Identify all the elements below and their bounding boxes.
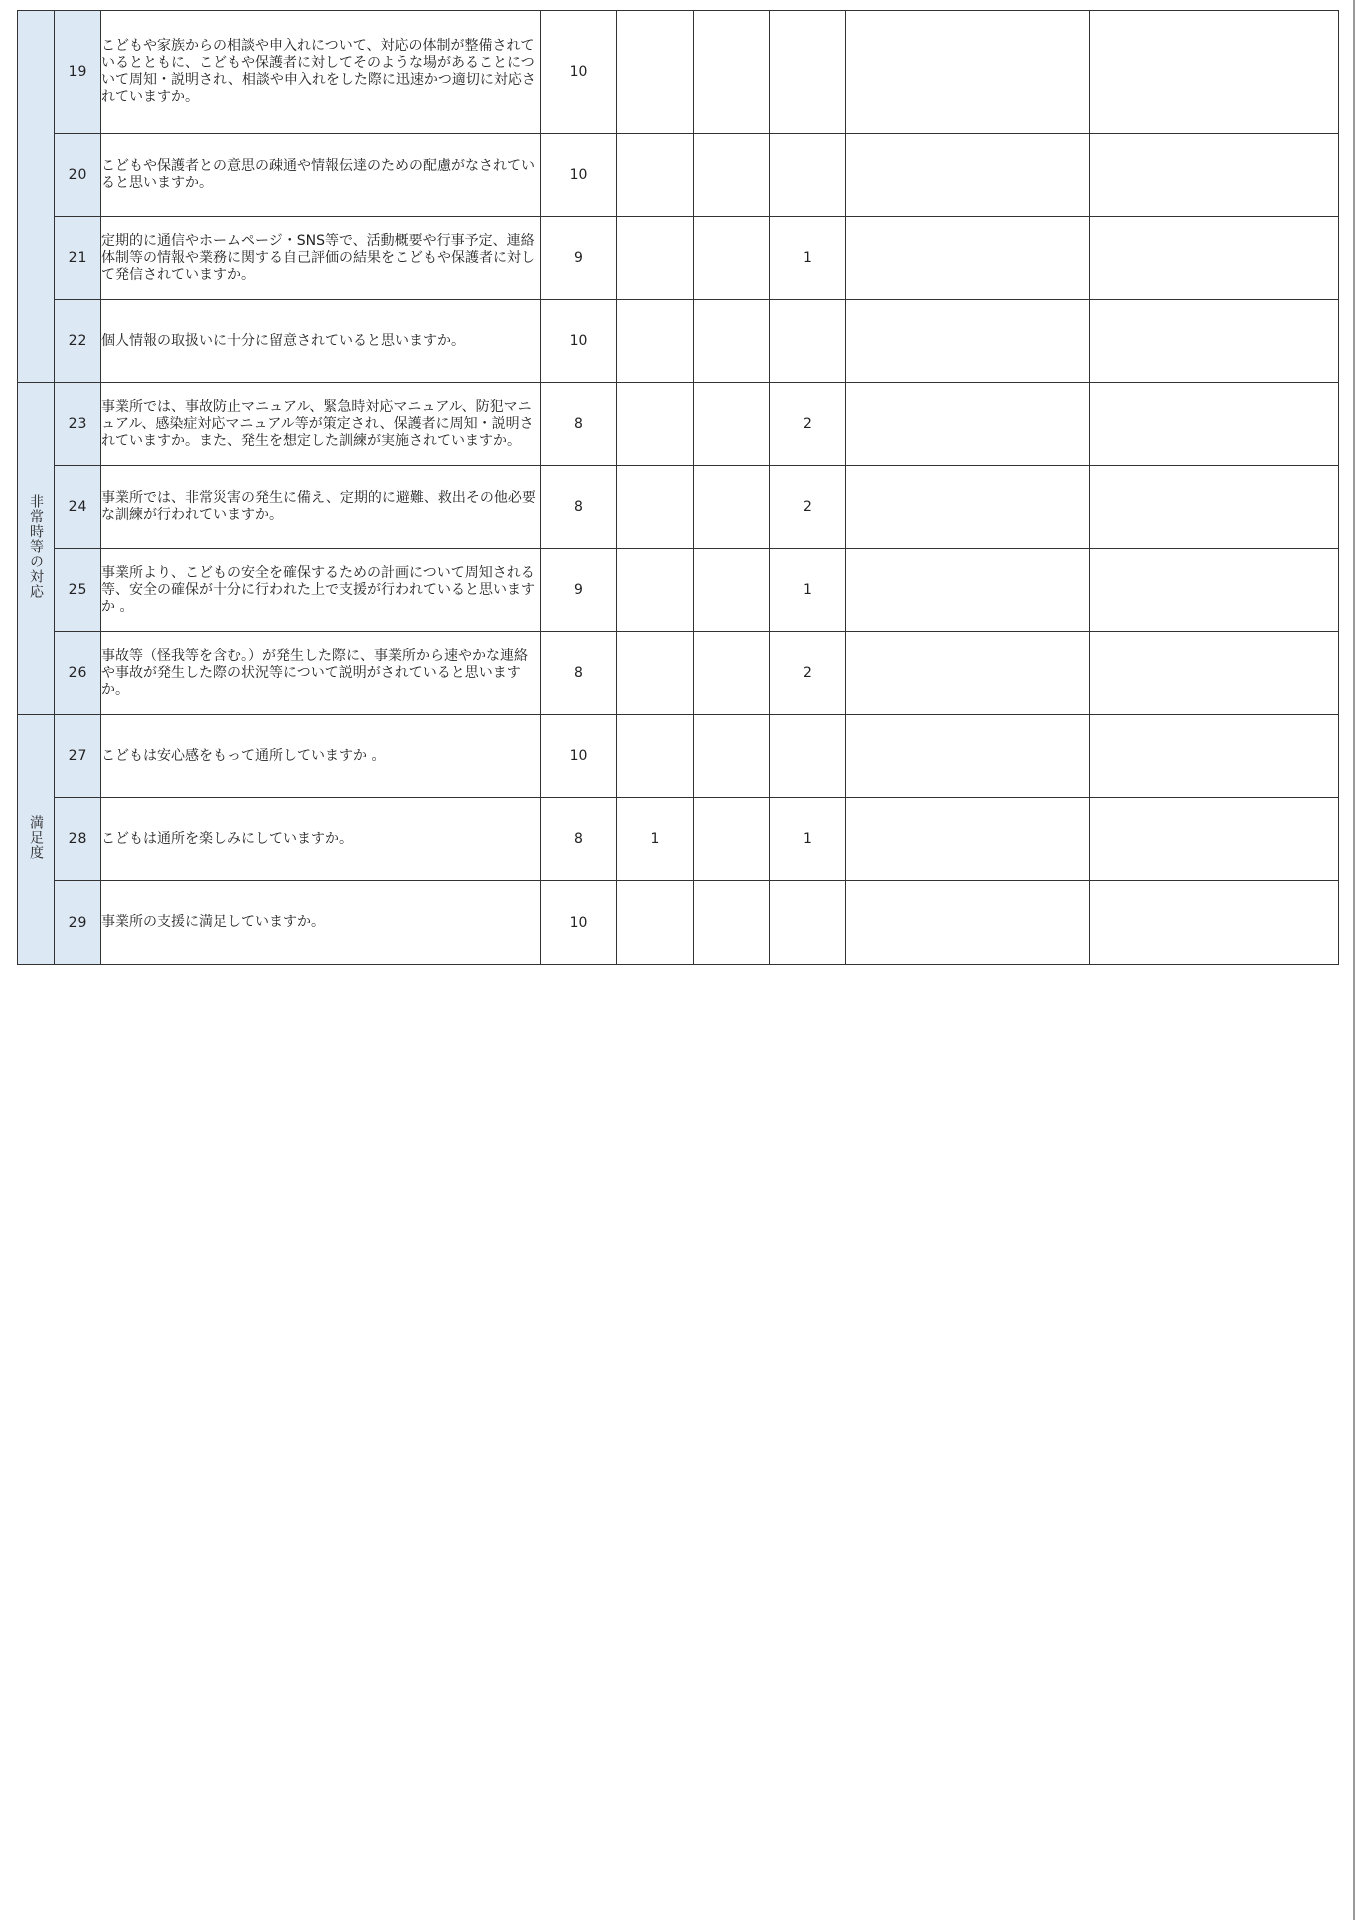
answer-count-4 [770, 715, 846, 798]
question-number: 21 [55, 217, 101, 300]
answer-count-4: 2 [770, 383, 846, 466]
table-row [18, 632, 1339, 715]
question-text: 個人情報の取扱いに十分に留意されていると思いますか。 [101, 332, 465, 349]
remarks-cell [846, 881, 1090, 965]
question-text: 事故等（怪我等を含む。）が発生した際に、事業所から速やかな連絡や事故が発生した際の状況等について説明がされていると思いますか。 [101, 647, 528, 698]
question-text-cell [101, 466, 541, 549]
answer-count-4: 1 [770, 217, 846, 300]
answer-count-4 [770, 881, 846, 965]
answer-count-2 [617, 715, 694, 798]
table-row [18, 300, 1339, 383]
question-text-cell [101, 549, 541, 632]
remarks-cell [846, 217, 1090, 300]
answer-count-3 [694, 549, 770, 632]
remarks-cell [846, 549, 1090, 632]
answer-count-yes: 10 [541, 715, 617, 798]
question-number: 22 [55, 300, 101, 383]
answer-count-2 [617, 134, 694, 217]
answer-count-3 [694, 798, 770, 881]
answer-count-3 [694, 383, 770, 466]
question-number: 23 [55, 383, 101, 466]
response-cell [1090, 881, 1339, 965]
table-row [18, 798, 1339, 881]
table-row [18, 549, 1339, 632]
answer-count-4: 2 [770, 632, 846, 715]
question-text-cell [101, 300, 541, 383]
response-cell [1090, 715, 1339, 798]
response-cell [1090, 383, 1339, 466]
answer-count-yes: 10 [541, 11, 617, 134]
question-text: 定期的に通信やホームページ・SNS等で、活動概要や行事予定、連絡体制等の情報や業務に関する自己評価の結果をこどもや保護者に対して発信されていますか。 [101, 232, 535, 283]
answer-count-2 [617, 217, 694, 300]
remarks-cell [846, 798, 1090, 881]
category-label: 非常時等の対応 [28, 494, 44, 599]
answer-count-4 [770, 300, 846, 383]
response-cell [1090, 11, 1339, 134]
answer-count-3 [694, 715, 770, 798]
table-row [18, 134, 1339, 217]
table-row [18, 383, 1339, 466]
category-cell-continued [18, 11, 55, 383]
response-cell [1090, 217, 1339, 300]
answer-count-3 [694, 300, 770, 383]
answer-count-4: 2 [770, 466, 846, 549]
remarks-cell [846, 383, 1090, 466]
survey-results-table [17, 10, 1339, 965]
question-text-cell [101, 881, 541, 965]
table-row [18, 715, 1339, 798]
question-number: 27 [55, 715, 101, 798]
response-cell [1090, 632, 1339, 715]
question-number: 25 [55, 549, 101, 632]
answer-count-3 [694, 466, 770, 549]
answer-count-yes: 10 [541, 300, 617, 383]
answer-count-2 [617, 11, 694, 134]
remarks-cell [846, 11, 1090, 134]
answer-count-3 [694, 632, 770, 715]
question-text-cell [101, 715, 541, 798]
answer-count-2 [617, 881, 694, 965]
response-cell [1090, 549, 1339, 632]
question-number: 20 [55, 134, 101, 217]
answer-count-yes: 8 [541, 383, 617, 466]
answer-count-2 [617, 383, 694, 466]
answer-count-3 [694, 881, 770, 965]
remarks-cell [846, 632, 1090, 715]
response-cell [1090, 798, 1339, 881]
answer-count-2 [617, 466, 694, 549]
question-text-cell [101, 798, 541, 881]
question-text: こどもや保護者との意思の疎通や情報伝達のための配慮がなされていると思いますか。 [101, 158, 535, 191]
question-number: 26 [55, 632, 101, 715]
category-cell-satisfaction [18, 715, 55, 965]
answer-count-3 [694, 217, 770, 300]
answer-count-4: 1 [770, 549, 846, 632]
answer-count-3 [694, 11, 770, 134]
answer-count-yes: 10 [541, 134, 617, 217]
remarks-cell [846, 715, 1090, 798]
answer-count-4: 1 [770, 798, 846, 881]
question-number: 29 [55, 881, 101, 965]
response-cell [1090, 134, 1339, 217]
answer-count-yes: 9 [541, 549, 617, 632]
response-cell [1090, 466, 1339, 549]
question-number: 24 [55, 466, 101, 549]
table-row [18, 11, 1339, 134]
question-number: 28 [55, 798, 101, 881]
remarks-cell [846, 134, 1090, 217]
answer-count-yes: 8 [541, 798, 617, 881]
question-text: 事業所では、事故防止マニュアル、緊急時対応マニュアル、防犯マニュアル、感染症対応マニュアル等が策定され、保護者に周知・説明されていますか。また、発生を想定した訓練が実施されていますか。 [101, 398, 534, 449]
answer-count-yes: 10 [541, 881, 617, 965]
question-text-cell [101, 134, 541, 217]
answer-count-4 [770, 11, 846, 134]
answer-count-2 [617, 632, 694, 715]
table-row [18, 466, 1339, 549]
answer-count-4 [770, 134, 846, 217]
response-cell [1090, 300, 1339, 383]
remarks-cell [846, 466, 1090, 549]
question-text: こどもは安心感をもって通所していますか 。 [101, 747, 386, 764]
page-edge [1353, 0, 1355, 1920]
question-text: こどもは通所を楽しみにしていますか。 [101, 830, 353, 847]
remarks-cell [846, 300, 1090, 383]
question-text-cell [101, 383, 541, 466]
answer-count-yes: 8 [541, 466, 617, 549]
question-text: 事業所の支援に満足していますか。 [101, 914, 325, 930]
question-text-cell [101, 11, 541, 134]
question-text: 事業所では、非常災害の発生に備え、定期的に避難、救出その他必要な訓練が行われていますか。 [101, 490, 536, 523]
table-row [18, 217, 1339, 300]
answer-count-3 [694, 134, 770, 217]
answer-count-yes: 8 [541, 632, 617, 715]
category-cell-emergency [18, 383, 55, 715]
answer-count-yes: 9 [541, 217, 617, 300]
category-label: 満足度 [28, 815, 44, 860]
question-text: こどもや家族からの相談や申入れについて、対応の体制が整備されているとともに、こどもや保護者に対してそのような場があることについて周知・説明され、相談や申入れをした際に迅速かつ適切に対応されていますか。 [101, 38, 536, 105]
question-text-cell [101, 217, 541, 300]
question-number: 19 [55, 11, 101, 134]
question-text: 事業所より、こどもの安全を確保するための計画について周知される等、安全の確保が十分に行われた上で支援が行われていると思いますか 。 [101, 564, 535, 615]
answer-count-2 [617, 300, 694, 383]
answer-count-2 [617, 549, 694, 632]
answer-count-2: 1 [617, 798, 694, 881]
table-row [18, 881, 1339, 965]
question-text-cell [101, 632, 541, 715]
